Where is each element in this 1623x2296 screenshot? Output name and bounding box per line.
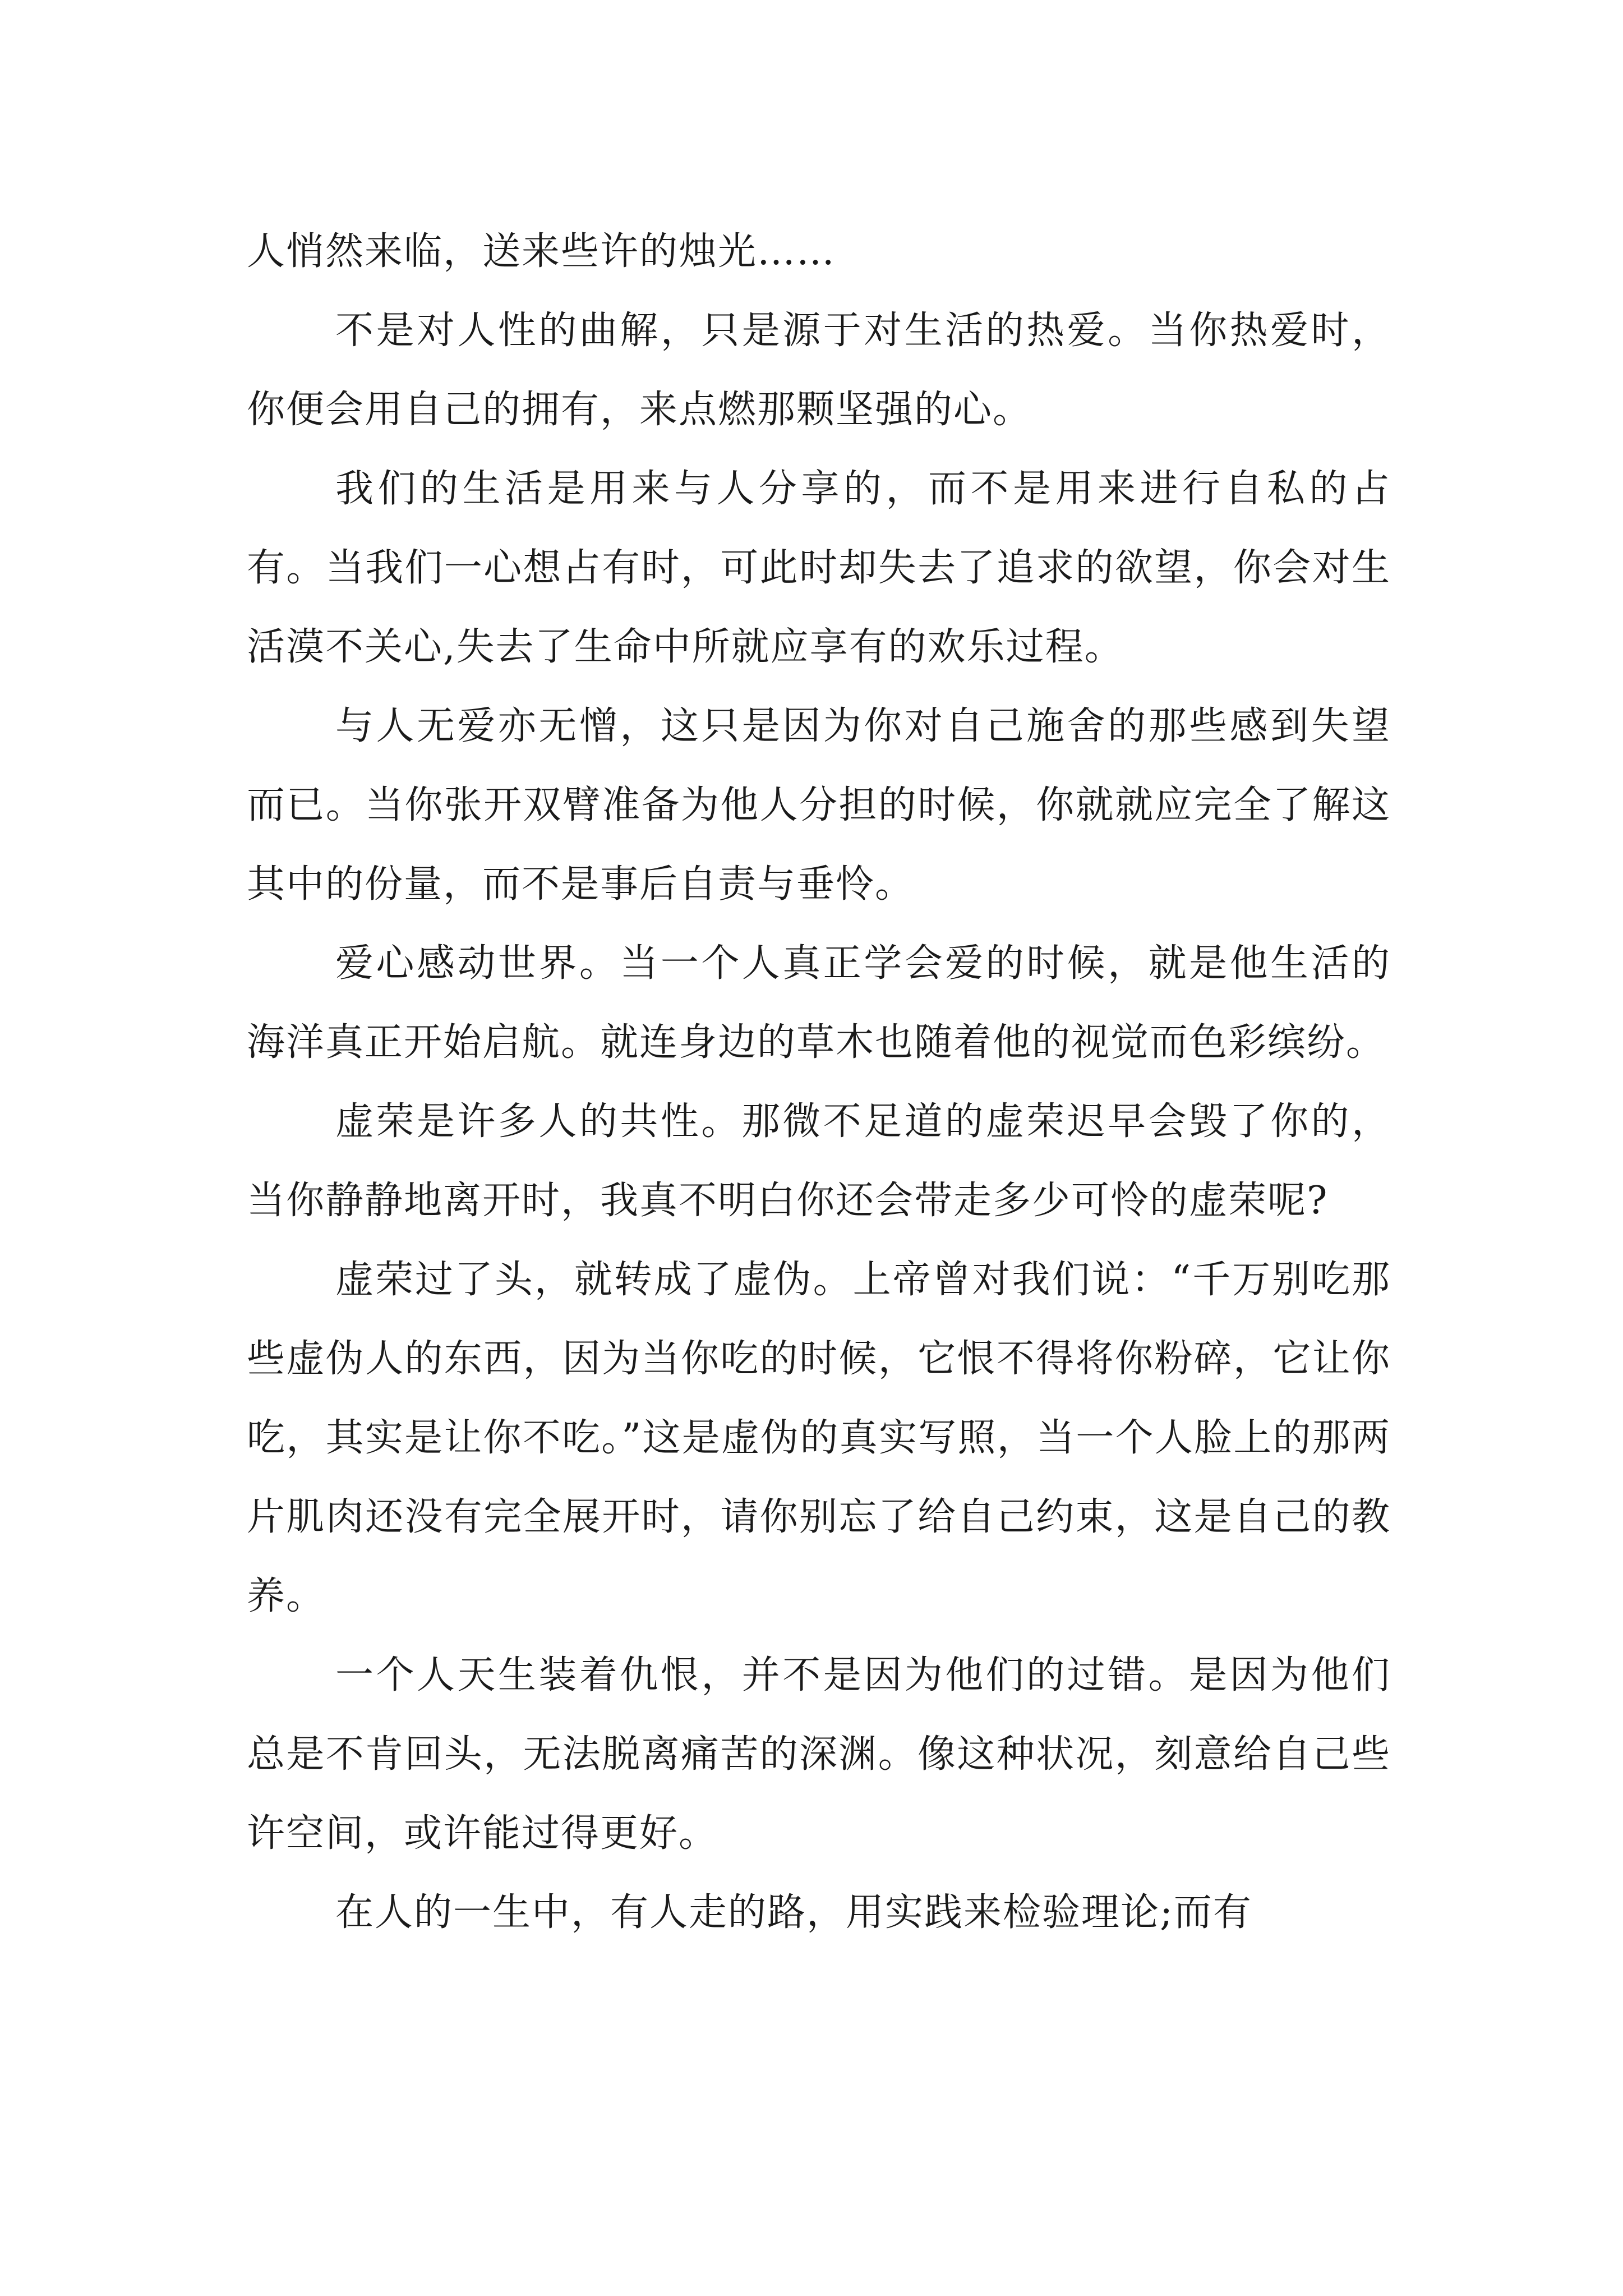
paragraph: 一个人天生装着仇恨，并不是因为他们的过错。是因为他们总是不肯回头，无法脱离痛苦的深渊。像这种状况，刻意给自己些许空间，或许能过得更好。 <box>247 1653 1391 1856</box>
paragraph-continuation: 人悄然来临，送来些许的烛光…… <box>247 229 836 274</box>
paragraph: 在人的一生中，有人走的路，用实践来检验理论;而有 <box>335 1890 1252 1935</box>
paragraph: 爱心感动世界。当一个人真正学会爱的时候，就是他生活的海洋真正开始启航。就连身边的草木也随着他的视觉而色彩缤纷。 <box>247 941 1391 1065</box>
document-body <box>247 212 1391 1952</box>
paragraph: 虚荣是许多人的共性。那微不足道的虚荣迟早会毁了你的，当你静静地离开时，我真不明白你还会带走多少可怜的虚荣呢? <box>247 1099 1391 1223</box>
paragraph: 我们的生活是用来与人分享的，而不是用来进行自私的占有。当我们一心想占有时，可此时却失去了追求的欲望，你会对生活漠不关心,失去了生命中所就应享有的欢乐过程。 <box>247 467 1391 669</box>
paragraph: 虚荣过了头，就转成了虚伪。上帝曾对我们说：“千万别吃那些虚伪人的东西，因为当你吃的时候，它恨不得将你粉碎，它让你吃，其实是让你不吃。”这是虚伪的真实写照，当一个人脸上的那两片肌肉还没有完全展开时，请你别忘了给自己约束，这是自己的教养。 <box>247 1258 1391 1618</box>
paragraph: 与人无爱亦无憎，这只是因为你对自己施舍的那些感到失望而已。当你张开双臂准备为他人分担的时候，你就就应完全了解这其中的份量，而不是事后自责与垂怜。 <box>247 704 1391 907</box>
paragraph: 不是对人性的曲解，只是源于对生活的热爱。当你热爱时，你便会用自己的拥有，来点燃那颗坚强的心。 <box>247 309 1391 432</box>
